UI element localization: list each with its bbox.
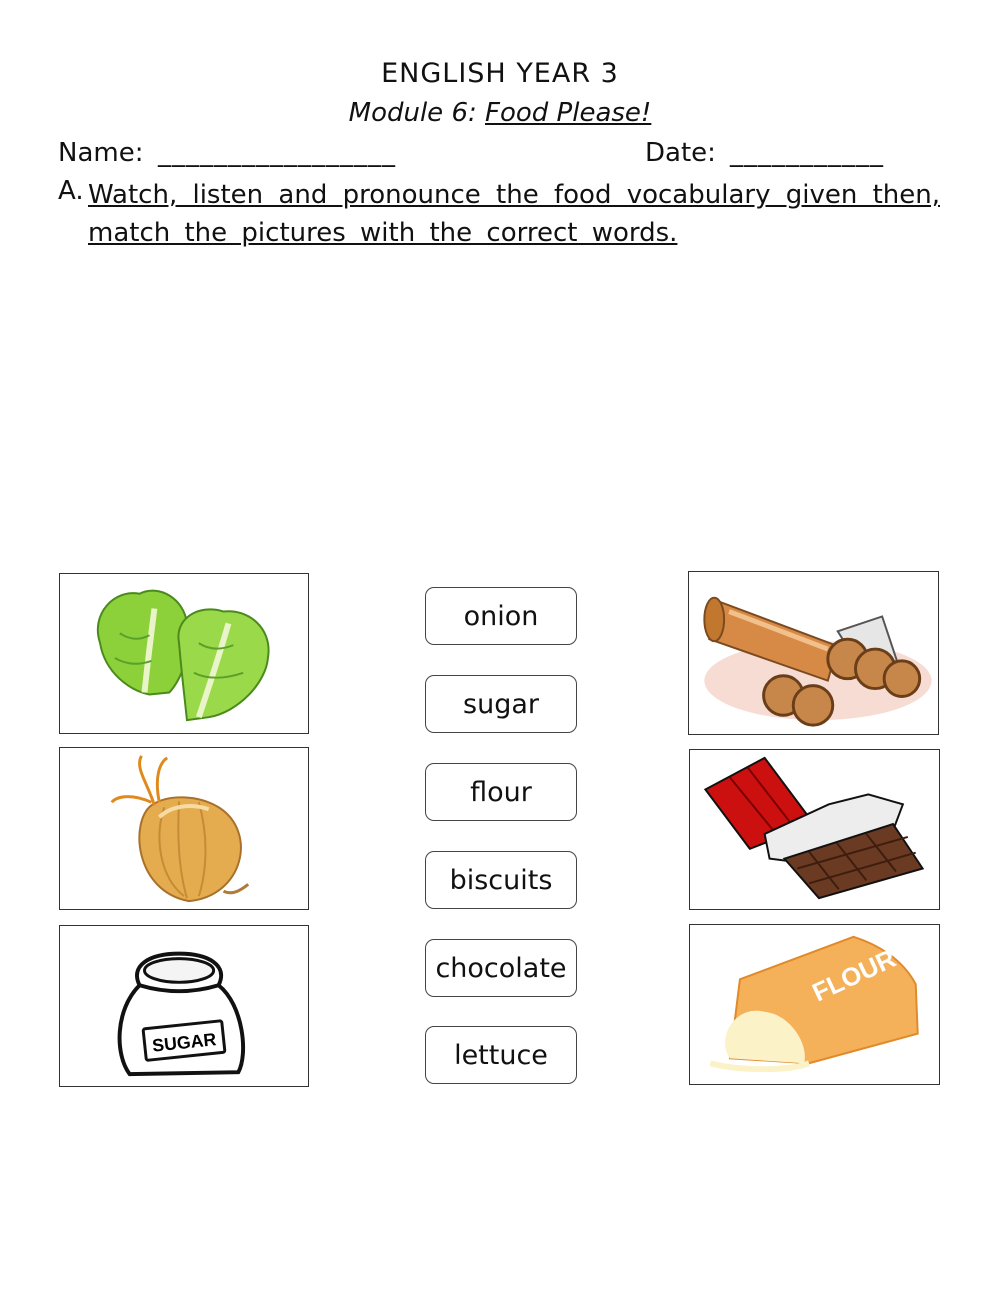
sugar-sack-picture[interactable] [59,925,309,1087]
date-field[interactable]: ___________ [730,138,884,168]
word-card-lettuce[interactable]: lettuce [425,1026,577,1084]
sugar-sack-icon [60,926,308,1086]
lettuce-picture[interactable] [59,573,309,734]
worksheet-title: ENGLISH YEAR 3 [381,58,619,89]
lettuce-icon [60,574,308,733]
word-card-chocolate[interactable]: chocolate [425,939,577,997]
sugar-sack-label: SUGAR [151,1029,218,1056]
flour-bag-icon [690,925,939,1084]
name-field[interactable]: _________________ [158,138,396,168]
module-prefix: Module 6: [348,98,486,128]
name-label: Name: [58,138,144,168]
word-card-onion[interactable]: onion [425,587,577,645]
chocolate-picture[interactable] [689,749,940,910]
date-label: Date: [645,138,716,168]
module-name: Food Please! [485,98,652,128]
flour-bag-label: FLOUR [808,944,901,1008]
onion-icon [60,748,308,909]
module-subtitle [0,98,1000,128]
word-card-flour[interactable]: flour [425,763,577,821]
instruction-text: Watch, listen and pronounce the food vocabulary given then, match the pictures with the correct words. [88,180,940,248]
chocolate-icon [690,750,939,909]
biscuits-icon [689,572,938,734]
onion-picture[interactable] [59,747,309,910]
biscuits-picture[interactable] [688,571,939,735]
flour-bag-picture[interactable] [689,924,940,1085]
instruction-letter: A. [58,176,84,206]
word-card-sugar[interactable]: sugar [425,675,577,733]
word-card-biscuits[interactable]: biscuits [425,851,577,909]
